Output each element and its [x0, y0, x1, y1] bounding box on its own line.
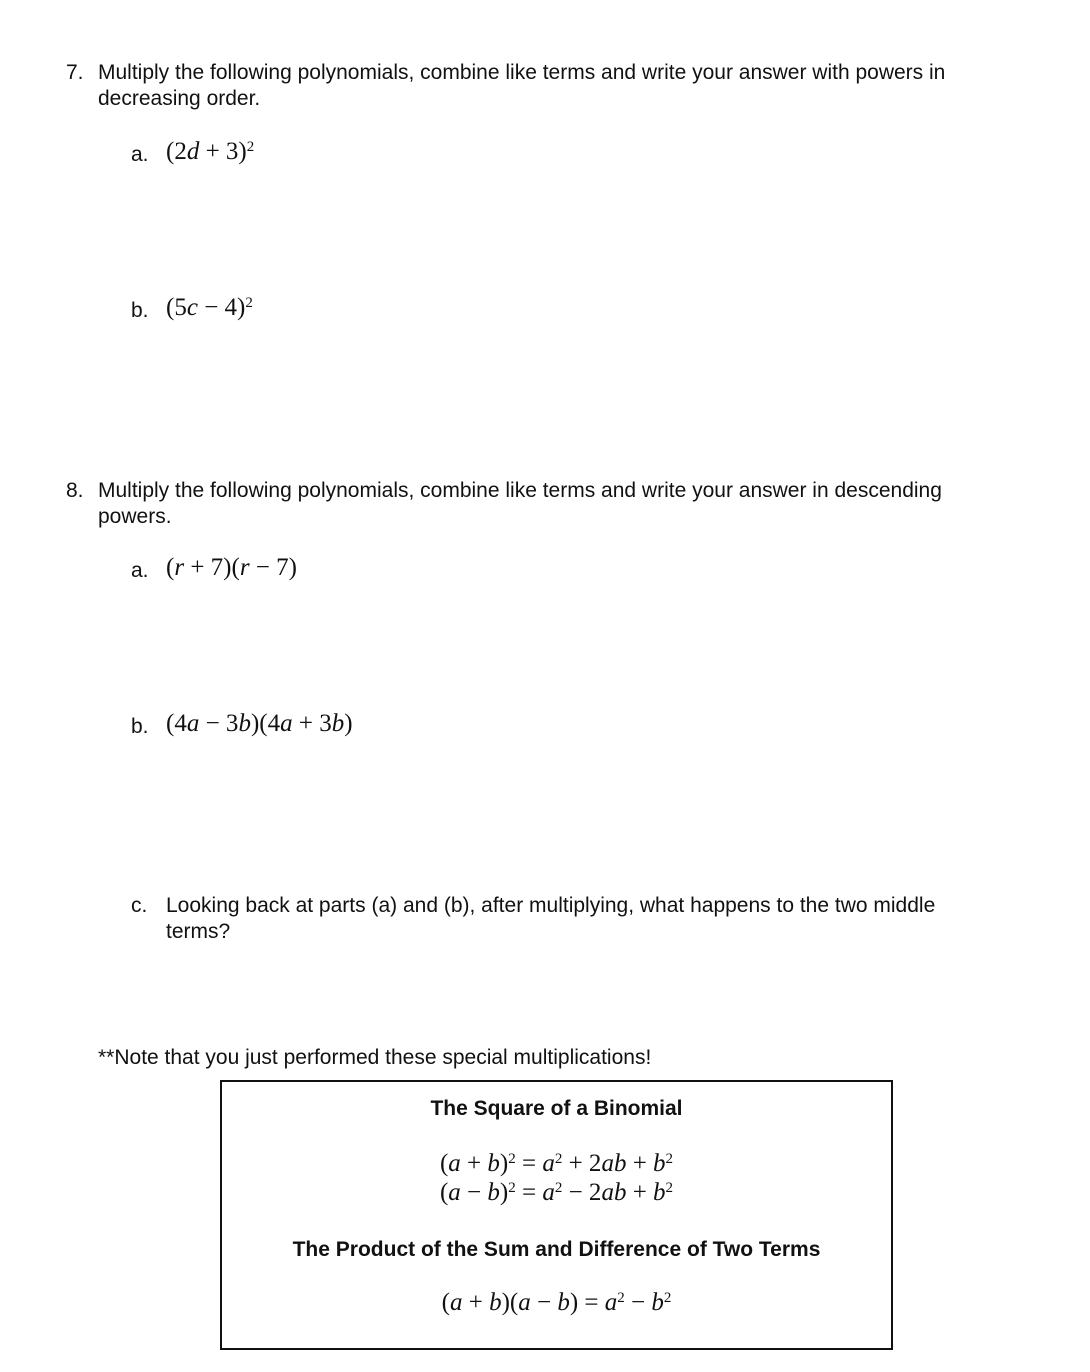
question-7a-expression: $(2d + 3)^2$ [166, 138, 255, 165]
question-7b-expression: $(5c - 4)^2$ [166, 294, 253, 321]
question-7a-label: a. [131, 143, 149, 166]
question-8b-expression: (4a − 3b)(4a + 3b) [166, 710, 353, 737]
special-products-box [220, 1080, 893, 1350]
question-8c-line-2: terms? [166, 920, 231, 943]
question-8-line-2: powers. [98, 505, 172, 528]
square-of-sum-formula: $(a + b)^2 = a^2 + 2ab + b^2$ [439, 1150, 674, 1177]
question-8c-text [166, 893, 1046, 945]
question-7-line-1: Multiply the following polynomials, combine like terms and write your answer with powers in [98, 61, 946, 84]
question-8-line-1: Multiply the following polynomials, combine like terms and write your answer in descending [98, 479, 942, 502]
question-8-number: 8. [66, 479, 84, 502]
question-7-number: 7. [66, 61, 84, 84]
question-8c-label: c. [131, 894, 148, 917]
question-8a-label: a. [131, 559, 149, 582]
question-8-text [98, 478, 998, 530]
square-of-binomial-heading: The Square of a Binomial [430, 1097, 683, 1120]
question-7b-label: b. [131, 299, 149, 322]
question-8b-label: b. [131, 715, 149, 738]
sum-difference-product-formula: $(a + b)(a - b) = a^2 - b^2$ [441, 1289, 672, 1316]
question-8c-line-1: Looking back at parts (a) and (b), after multiplying, what happens to the two middle [166, 894, 936, 917]
question-8a-expression: (r + 7)(r − 7) [166, 554, 297, 581]
square-of-difference-formula: $(a - b)^2 = a^2 - 2ab + b^2$ [439, 1179, 674, 1206]
question-7-line-2: decreasing order. [98, 87, 261, 110]
question-7-text [98, 60, 998, 112]
sum-difference-product-heading: The Product of the Sum and Difference of Two Terms [292, 1238, 821, 1261]
note-text: **Note that you just performed these special multiplications! [98, 1046, 652, 1069]
